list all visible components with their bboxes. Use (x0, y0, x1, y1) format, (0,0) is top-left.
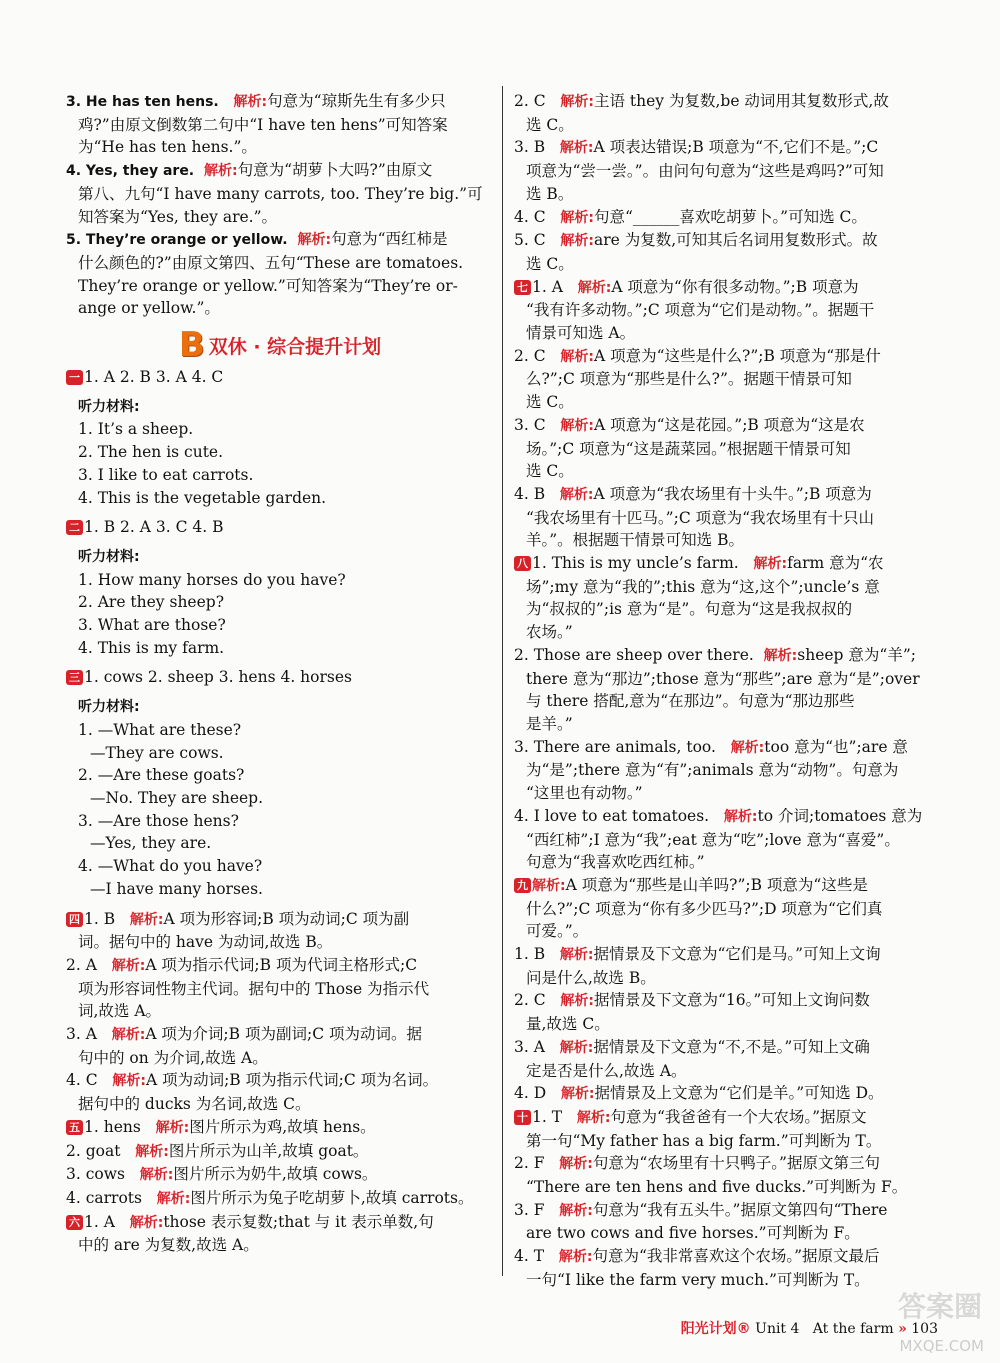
listening-line: 1. It’s a sheep. (78, 420, 194, 439)
answer-item: 3. There are animals, too. 解析:too 意为“也”;are 意 (514, 737, 908, 756)
answer-item: 4. T 解析:句意为“我非常喜欢这个农场。”据原文最后 (514, 1247, 880, 1266)
analysis-label: 解析: (559, 140, 594, 157)
analysis-label: 解析: (129, 1214, 164, 1231)
section-heading (66, 325, 494, 366)
analysis-label: 解析: (559, 1156, 593, 1173)
answer-text: 中的 are 为复数,故选 A。 (78, 1236, 259, 1255)
answer-text: 场”;my 意为“我的”;this 意为“这,这个”;uncle’s 意 (526, 577, 880, 596)
section-badge: 九 (514, 878, 531, 893)
answer-text: 据句中的 ducks 为名词,故选 C。 (78, 1095, 311, 1114)
listening-line: 2. The hen is cute. (78, 443, 224, 462)
answer-text: 知答案为“Yes, they are.”。 (78, 207, 278, 226)
answer-text: 是羊。” (526, 714, 573, 733)
listening-line: 1. How many horses do you have? (78, 570, 346, 589)
answer-item: 3. He has ten hens. 解析:句意为“琼斯先生有多少只 (66, 92, 446, 110)
answer-item: 十 1. T 解析:句意为“我爸爸有一个大农场。”据原文 (514, 1106, 938, 1130)
answer-item: 4. Yes, they are. 解析:句意为“胡萝卜大吗?”由原文 (66, 161, 433, 180)
analysis-label: 解析: (559, 947, 594, 964)
answer-text: 农场。” (526, 623, 573, 642)
section-badge: 二 (66, 520, 83, 535)
analysis-label: 解析: (560, 348, 594, 365)
answer-item: 四 1. B 解析:A 项为形容词;B 项为动词;C 项为副 (66, 908, 494, 932)
brand-name: 阳光计划® (680, 1321, 751, 1337)
answer-text: 鸡?”由原文倒数第二句中“I have ten hens”可知答案 (78, 115, 448, 134)
analysis-label: 解析: (156, 1190, 191, 1207)
section-badge: 一 (66, 370, 83, 385)
analysis-label: 解析: (753, 556, 788, 573)
column-divider (502, 86, 503, 1276)
answer-item: 4. B 解析:A 项意为“我农场里有十头牛。”;B 项意为 (514, 484, 872, 503)
answer-text: 句中的 on 为介词,故选 A。 (78, 1048, 268, 1067)
answer-text: 么?”;C 项意为“那些是什么?”。据题干情景可知 (526, 370, 852, 389)
answer-item: 2. C 解析:主语 they 为复数,be 动词用其复数形式,故 (514, 92, 889, 110)
answer-item: 4. D 解析:据情景及上文意为“它们是羊。”可知选 D。 (514, 1084, 884, 1103)
section-badge: 八 (514, 556, 531, 571)
listening-material-label: 听力材料: (78, 398, 140, 415)
analysis-label: 解析: (297, 232, 332, 249)
answer-item: 3. B 解析:A 项表达错误;B 项意为“不,它们不是。”;C (514, 138, 879, 157)
analysis-label: 解析: (560, 417, 594, 434)
listening-line: —Yes, they are. (90, 834, 212, 853)
section-badge: 四 (66, 912, 83, 927)
answer-text: 可爱。”。 (526, 922, 589, 941)
section-badge: 五 (66, 1120, 83, 1135)
section-badge: 七 (514, 280, 531, 295)
answer-text: 选 C。 (526, 115, 574, 134)
answer-text: 定是否是什么,故选 A。 (526, 1061, 687, 1080)
answer-text: 选 C。 (526, 462, 574, 481)
analysis-label: 解析: (730, 739, 765, 756)
listening-line: 3. —Are those hens? (78, 811, 239, 830)
analysis-label: 解析: (532, 877, 566, 894)
answer-text: 第一句“My father has a big farm.”可判断为 T。 (526, 1131, 882, 1150)
analysis-label: 解析: (129, 911, 164, 928)
answer-text: 场。”;C 项意为“这是蔬菜园。”根据题干情景可知 (526, 439, 851, 458)
answer-item: 七 1. A 解析:A 项意为“你有很多动物。”;B 项意为 (514, 276, 938, 300)
analysis-label: 解析: (559, 1039, 594, 1056)
section-b-logo: B (178, 325, 205, 366)
answer-text: 选 B。 (526, 184, 574, 203)
page-number: 103 (911, 1321, 938, 1337)
answer-text: 选 C。 (526, 254, 574, 273)
listening-line: —They are cows. (90, 743, 224, 762)
listening-line: 2. Are they sheep? (78, 593, 225, 612)
unit-title: At the farm (812, 1321, 894, 1337)
listening-line: 4. This is the vegetable garden. (78, 488, 327, 507)
answer-text: are two cows and five horses.”可判断为 F。 (526, 1224, 860, 1243)
answer-text: “我农场里有十匹马。”;C 项意为“我农场里有十只山 (526, 508, 875, 527)
answer-item: 一 1. A 2. B 3. A 4. C (66, 366, 494, 389)
analysis-label: 解析: (111, 1027, 146, 1044)
listening-line: 4. —What do you have? (78, 857, 263, 876)
analysis-label: 解析: (560, 993, 594, 1010)
answer-text: there 意为“那边”;those 意为“那些”;are 意为“是”;over (526, 669, 920, 688)
answer-text: 第八、九句“I have many carrots, too. They’re big.”可 (78, 184, 483, 203)
answer-item: 2. A 解析:A 项为指示代词;B 项为代词主格形式;C (66, 955, 418, 974)
analysis-label: 解析: (112, 1073, 146, 1090)
answer-text: 项为形容词性物主代词。据句中的 Those 为指示代 (78, 979, 430, 998)
answer-item: 三 1. cows 2. sheep 3. hens 4. horses (66, 666, 494, 689)
analysis-label: 解析: (155, 1119, 190, 1136)
analysis-label: 解析: (558, 1249, 593, 1266)
answer-text: 选 C。 (526, 393, 574, 412)
answer-item: 2. C 解析:据情景及下文意为“16。”可知上文询问数 (514, 991, 870, 1010)
answer-text: 句意为“我喜欢吃西红柿。” (526, 853, 705, 872)
answer-text: 羊。”。根据题干情景可知选 B。 (526, 531, 744, 550)
listening-line: 1. —What are these? (78, 720, 242, 739)
answer-item: 2. Those are sheep over there. 解析:sheep 意为“羊”; (514, 645, 916, 664)
answer-text: 一句“I like the farm very much.”可判断为 T。 (526, 1270, 870, 1289)
answer-item: 五 1. hens 解析:图片所示为鸡,故填 hens。 (66, 1116, 494, 1140)
analysis-label: 解析: (233, 94, 268, 110)
answer-item: 九 解析:A 项意为“那些是山羊吗?”;B 项意为“这些是 (514, 874, 938, 898)
section-badge: 三 (66, 670, 83, 685)
answer-item: 六 1. A 解析:those 表示复数;that 与 it 表示单数,句 (66, 1211, 494, 1235)
answer-text: They’re orange or yellow.”可知答案为“They’re or- (78, 276, 458, 295)
answer-item: 二 1. B 2. A 3. C 4. B (66, 516, 494, 539)
analysis-label: 解析: (577, 279, 612, 296)
answer-text: “There are ten hens and five ducks.”可判断为 F。 (526, 1178, 908, 1197)
analysis-label: 解析: (560, 233, 594, 250)
answer-item: 4. C 解析:A 项为动词;B 项为指示代词;C 项为名词。 (66, 1071, 439, 1090)
unit-label: Unit 4 (755, 1321, 800, 1337)
analysis-label: 解析: (560, 94, 594, 110)
answer-text: 与 there 搭配,意为“在那边”。句意为“那边那些 (526, 692, 855, 711)
answer-item: 3. F 解析:句意为“我有五头牛。”据原文第四句“There (514, 1200, 888, 1219)
listening-line: 2. —Are these goats? (78, 766, 245, 785)
answer-text: “这里也有动物。” (526, 784, 643, 803)
listening-line: 3. What are those? (78, 616, 226, 635)
listening-line: 3. I like to eat carrots. (78, 465, 254, 484)
listening-material-label: 听力材料: (78, 699, 140, 716)
section-badge: 六 (66, 1215, 83, 1230)
answer-item: 2. F 解析:句意为“农场里有十只鸭子。”据原文第三句 (514, 1154, 880, 1173)
watermark (866, 1281, 988, 1355)
answer-text: 为“是”;there 意为“有”;animals 意为“动物”。句意为 (526, 761, 899, 780)
analysis-label: 解析: (723, 808, 758, 825)
answer-item: 2. goat 解析:图片所示为山羊,故填 goat。 (66, 1141, 369, 1160)
analysis-label: 解析: (559, 1202, 593, 1219)
answer-text: 什么颜色的?”由原文第四、五句“These are tomatoes. (78, 253, 464, 272)
answer-text: 为“叔叔的”;is 意为“是”。句意为“这是我叔叔的 (526, 600, 853, 619)
answer-text: ange or yellow.”。 (78, 299, 220, 318)
answer-item: 3. C 解析:A 项意为“这是花园。”;B 项意为“这是农 (514, 415, 865, 434)
answer-item: 4. carrots 解析:图片所示为兔子吃胡萝卜,故填 carrots。 (66, 1188, 474, 1207)
analysis-label: 解析: (560, 209, 594, 226)
answer-item: 4. C 解析:句意“______喜欢吃胡萝卜。”可知选 C。 (514, 207, 867, 226)
answer-item: 3. A 解析:A 项为介词;B 项为副词;C 项为动词。据 (66, 1025, 422, 1044)
analysis-label: 解析: (111, 957, 146, 974)
listening-line: 4. This is my farm. (78, 638, 225, 657)
listening-material-label: 听力材料: (78, 548, 140, 565)
answer-text: 情景可知选 A。 (526, 324, 636, 343)
answer-item: 5. They’re orange or yellow. 解析:句意为“西红柿是 (66, 230, 448, 249)
analysis-label: 解析: (559, 486, 594, 503)
analysis-label: 解析: (560, 1086, 595, 1103)
listening-line: —I have many horses. (90, 879, 263, 898)
answer-text: “西红柿”;I 意为“我”;eat 意为“吃”;love 意为“喜爱”。 (526, 830, 900, 849)
answer-text: 量,故选 C。 (526, 1015, 610, 1034)
answer-text: “我有许多动物。”;C 项意为“它们是动物。”。据题干 (526, 301, 875, 320)
chevron-right-icon: » (898, 1321, 907, 1337)
answer-item: 2. C 解析:A 项意为“这些是什么?”;B 项意为“那是什 (514, 346, 881, 365)
watermark-site: MXQE.COM (899, 1337, 984, 1355)
watermark-logo: 答案圈 (897, 1290, 982, 1323)
answer-text: 问是什么,故选 B。 (526, 968, 656, 987)
analysis-label: 解析: (204, 163, 238, 180)
answer-item: 3. cows 解析:图片所示为奶牛,故填 cows。 (66, 1165, 378, 1184)
analysis-label: 解析: (576, 1109, 611, 1126)
answer-text: 为“He has ten hens.”。 (78, 138, 257, 157)
answer-item: 4. I love to eat tomatoes. 解析:to 介词;tomatoes 意为 (514, 806, 923, 825)
answer-text: 词。据句中的 have 为动词,故选 B。 (78, 933, 333, 952)
answer-item: 1. B 解析:据情景及下文意为“它们是马。”可知上文询 (514, 945, 881, 964)
section-title: 双休 · 综合提升计划 (208, 335, 382, 358)
answer-item: 5. C 解析:are 为复数,可知其后名词用复数形式。故 (514, 231, 878, 250)
right-column (514, 90, 938, 1292)
listening-line: —No. They are sheep. (90, 788, 264, 807)
analysis-label: 解析: (139, 1167, 174, 1184)
answer-text: 词,故选 A。 (78, 1002, 162, 1021)
analysis-label: 解析: (763, 647, 798, 664)
left-column (66, 90, 494, 1257)
section-badge: 十 (514, 1110, 531, 1125)
answer-text: 项意为“尝一尝。”。由问句句意为“这些是鸡吗?”可知 (526, 162, 884, 181)
answer-text: 什么?”;C 项意为“你有多少匹马?”;D 项意为“它们真 (526, 899, 883, 918)
answer-item: 八 1. This is my uncle’s farm. 解析:farm 意为“农 (514, 552, 938, 576)
analysis-label: 解析: (135, 1143, 169, 1160)
answer-item: 3. A 解析:据情景及下文意为“不,不是。”可知上文确 (514, 1037, 870, 1056)
